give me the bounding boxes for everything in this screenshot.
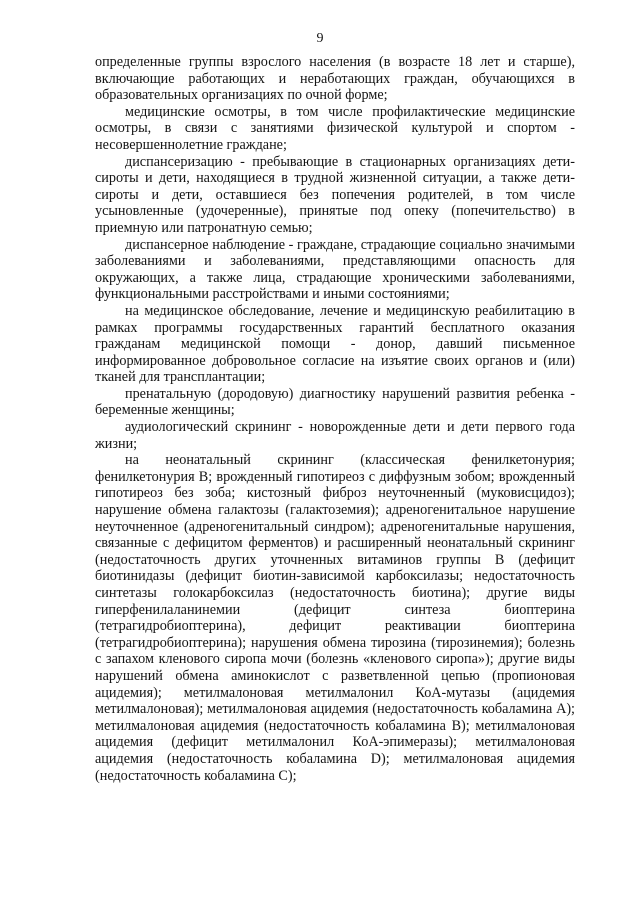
page-number: 9 (316, 31, 324, 46)
paragraph-audiological-screening: аудиологический скрининг - новорожденные дети и дети первого года жизни; (95, 419, 575, 452)
paragraph-dispensary-observation: диспансерное наблюдение - граждане, страдающие социально значимыми заболеваниями и заболеваниями, представляющими опасность для окружающих, а также лица, страдающие хроническими заболеваниями, функциональными расстройствами и иными состояниями; (95, 236, 575, 303)
paragraph-medical-checkups: медицинские осмотры, в том числе профилактические медицинские осмотры, в связи с занятиями физической культурой и спортом - несовершеннолетние граждане; (95, 103, 575, 153)
paragraph-donor-examination: на медицинское обследование, лечение и медицинскую реабилитацию в рамках программы государственных гарантий бесплатного оказания гражданам медицинской помощи - донор, давший письменное информированное добровольное согласие на изъятие своих органов и (или) тканей для трансплантации; (95, 302, 575, 386)
paragraph-prenatal-diagnostics: пренатальную (дородовую) диагностику нарушений развития ребенка - беременные женщины; (95, 385, 575, 419)
document-body (95, 54, 575, 784)
paragraph-adult-population: определенные группы взрослого населения (в возрасте 18 лет и старше), включающие работающих и неработающих граждан, обучающихся в образовательных организациях по очной форме; (95, 54, 575, 104)
paragraph-neonatal-screening: на неонатальный скрининг (классическая фенилкетонурия; фенилкетонурия В; врожденный гипотиреоз с диффузным зобом; врожденный гипотиреоз без зоба; кистозный фиброз неуточненный (муковисцидоз); нарушение обмена галактозы (галактоземия); адреногенитальное нарушение неуточненное (адреногенитальный синдром); адреногенитальные нарушения, связанные с дефицитом ферментов) и расширенный неонатальный скрининг (недостаточность других уточненных витаминов группы В (дефицит биотинидазы (дефицит биотин-зависимой карбоксилазы; недостаточность синтетазы голокарбоксилаз (недостаточность биотина); другие виды гиперфенилаланинемии (дефицит синтеза биоптерина (тетрагидробиоптерина), дефицит реактивации биоптерина (тетрагидробиоптерина); нарушения обмена тирозина (тирозинемия); болезнь с запахом кленового сиропа мочи (болезнь «кленового сиропа»); другие виды нарушений обмена аминокислот с разветвленной цепью (пропионовая ацидемия); метилмалоновая метилмалонил КоА-мутазы (ацидемия метилмалоновая); метилмалоновая ацидемия (недостаточность кобаламина А); метилмалоновая ацидемия (недостаточность кобаламина В); метилмалоновая ацидемия (дефицит метилмалонил КоА-эпимеразы); метилмалоновая ацидемия (недостаточность кобаламина D); метилмалоновая ацидемия (недостаточность кобаламина С); (95, 452, 575, 784)
paragraph-dispensary-screening: диспансеризацию - пребывающие в стационарных организациях дети-сироты и дети, находящиеся в трудной жизненной ситуации, а также дети-сироты и дети, оставшиеся без попечения родителей, в том числе усыновленные (удочеренные), принятые под опеку (попечительство) в приемную или патронатную семью; (95, 153, 575, 236)
